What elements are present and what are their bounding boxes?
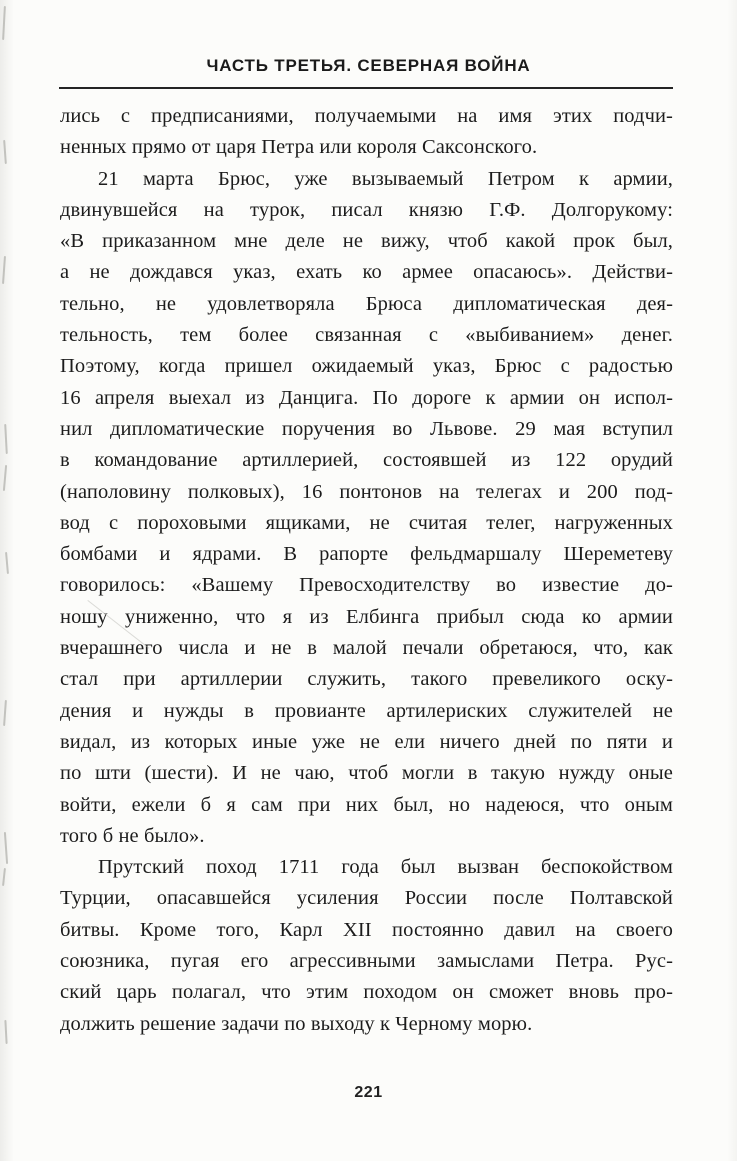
text-line: союзника, пугая его агрессивными замыслами Петра. Рус- (60, 950, 673, 973)
running-header: ЧАСТЬ ТРЕТЬЯ. СЕВЕРНАЯ ВОЙНА (206, 56, 531, 75)
text-line: Прутский поход 1711 года был вызван беспокойством (98, 856, 673, 879)
text-line: лись с предписаниями, получаемыми на имя этих подчи- (60, 105, 673, 127)
text-line: битвы. Кроме того, Карл XII постоянно давил на своего (60, 918, 673, 941)
text-line: а не дождався указ, ехать ко армее опасаюсь». Действи- (60, 261, 673, 284)
text-line: должить решение задачи по выходу к Черному морю. (60, 1012, 533, 1035)
text-line: говорилось: «Вашему Превосходителству во известие до- (60, 574, 673, 597)
scan-mark (2, 6, 6, 40)
scan-mark (4, 832, 8, 864)
text-line: вчерашнего числа и не в малой печали обретаюся, что, как (60, 637, 673, 660)
scan-mark (2, 868, 6, 886)
text-line: войти, ежели б я сам при них был, но надеюся, что оным (60, 793, 673, 816)
text-line: ношу униженно, что я из Елбинга прибыл сюда ко армии (60, 605, 673, 628)
text-line: по шти (шести). И не чаю, чтоб могли в такую нужду оные (60, 762, 673, 785)
scan-mark (2, 256, 6, 284)
scan-mark (5, 552, 9, 574)
scan-mark (4, 424, 8, 454)
scan-mark (3, 465, 7, 491)
scan-mark (3, 700, 7, 726)
text-line: вод с пороховыми ящиками, не считая телег, нагруженных (60, 511, 673, 534)
text-line: Турции, опасавшейся усиления России после Полтавской (60, 887, 673, 910)
text-line: стал при артиллерии служить, такого превеликого оску- (60, 668, 673, 691)
scan-mark (4, 1020, 7, 1044)
text-line: бомбами и ядрами. В рапорте фельдмаршалу Шереметеву (60, 543, 673, 566)
text-line: Поэтому, когда пришел ожидаемый указ, Брюс с радостью (60, 355, 673, 378)
text-line: двинувшейся на турок, писал князю Г.Ф. Долгорукому: (60, 198, 673, 221)
text-line: видал, из которых иные уже не ели ничего дней по пяти и (60, 730, 673, 753)
text-line: 21 марта Брюс, уже вызываемый Петром к армии, (98, 167, 673, 190)
text-line: «В приказанном мне деле не вижу, чтоб какой прок был, (60, 230, 673, 253)
text-line: тельность, тем более связанная с «выбиванием» денег. (60, 324, 673, 347)
scan-mark (3, 140, 7, 164)
text-line: того б не было». (60, 824, 205, 847)
text-line: тельно, не удовлетворяла Брюса дипломатическая дея- (60, 292, 673, 315)
page-number: 221 (354, 1084, 383, 1101)
text-line: в командование артиллерией, состоявшей из 122 орудий (60, 449, 673, 472)
page-body (60, 101, 673, 1040)
text-line: нил дипломатические поручения во Львове. 29 мая вступил (60, 417, 673, 440)
text-line: ненных прямо от царя Петра или короля Саксонского. (60, 136, 538, 159)
text-line: (наполовину полковых), 16 понтонов на телегах и 200 под- (60, 480, 673, 503)
text-line: дения и нужды в провианте артилериских служителей не (60, 699, 673, 722)
header-rule (59, 87, 673, 89)
text-line: 16 апреля выехал из Данцига. По дороге к армии он испол- (60, 386, 673, 409)
text-line: ский царь полагал, что этим походом он сможет вновь про- (60, 981, 673, 1004)
